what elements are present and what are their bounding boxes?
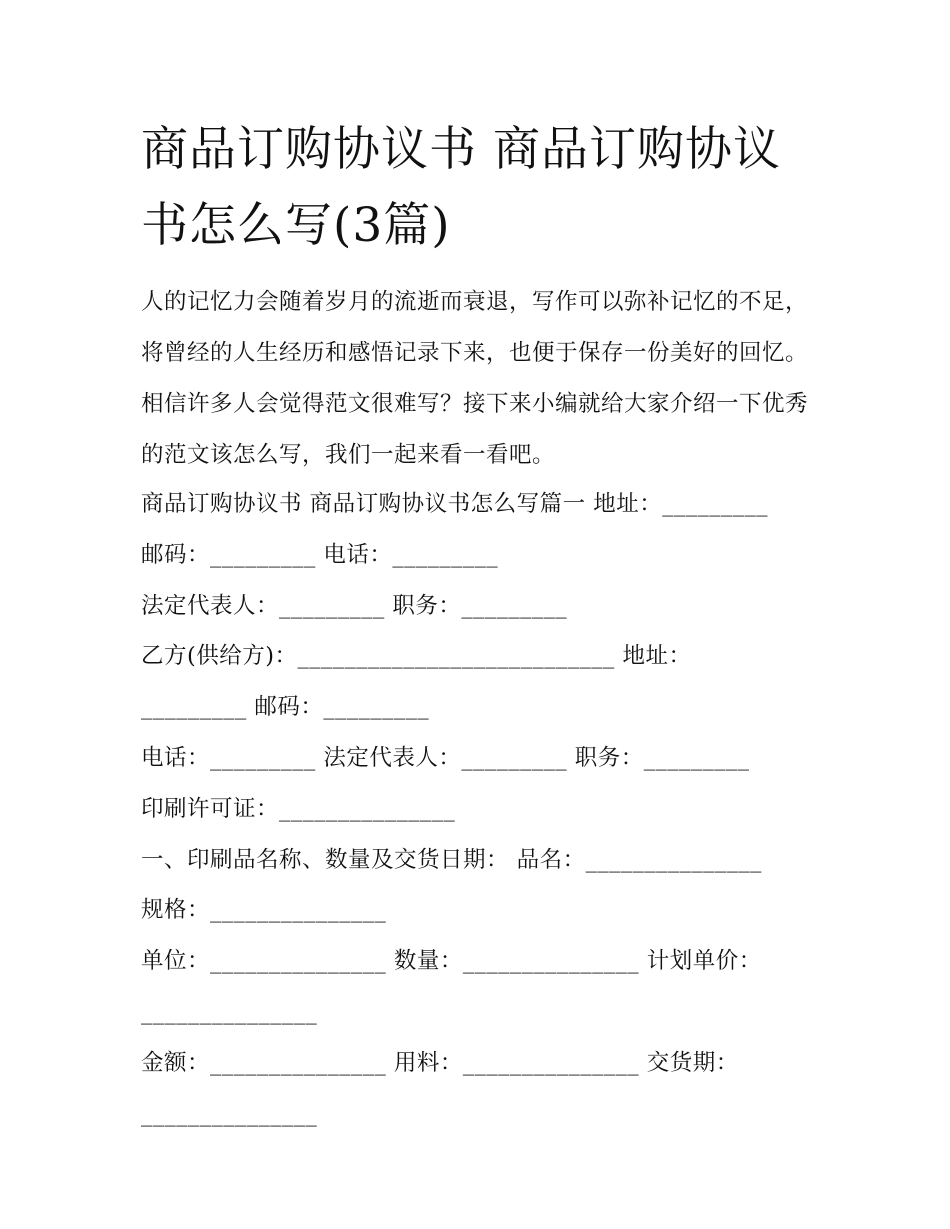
form-line: _______________ [141, 1100, 318, 1127]
form-line: 商品订购协议书 商品订购协议书怎么写篇一 地址：_________ [141, 491, 769, 517]
form-line: 电话：_________ 法定代表人：_________ 职务：_________ [141, 744, 750, 771]
form-line: 规格：_______________ [141, 897, 387, 924]
intro-paragraph: 人的记忆力会随着岁月的流逝而衰退，写作可以弥补记忆的不足，将曾经的人生经历和感悟记录下来，也便于保存一份美好的回忆。相信许多人会觉得范文很难写？接下来小编就给大家介绍一下优秀的范文该怎么写，我们一起来看一看吧。 [141, 289, 809, 468]
form-line: _________ 邮码：_________ [141, 694, 430, 721]
form-line: _______________ [141, 998, 318, 1025]
agreement-form-fields [141, 479, 821, 1139]
form-line: 邮码：_________ 电话：_________ [141, 541, 499, 568]
form-line: 单位：_______________ 数量：_______________ 计划单价： [141, 948, 762, 975]
form-line: 法定代表人：_________ 职务：_________ [141, 592, 568, 619]
form-line: 一、印刷品名称、数量及交货日期： 品名：_______________ [141, 846, 762, 873]
document-title: 商品订购协议书 商品订购协议书怎么写(3篇) [141, 122, 781, 253]
form-line: 金额：_______________ 用料：_______________ 交货期： [141, 1049, 739, 1076]
form-line: 印刷许可证：_______________ [141, 795, 456, 822]
form-line: 乙方(供给方)：___________________________ 地址： [141, 643, 692, 670]
